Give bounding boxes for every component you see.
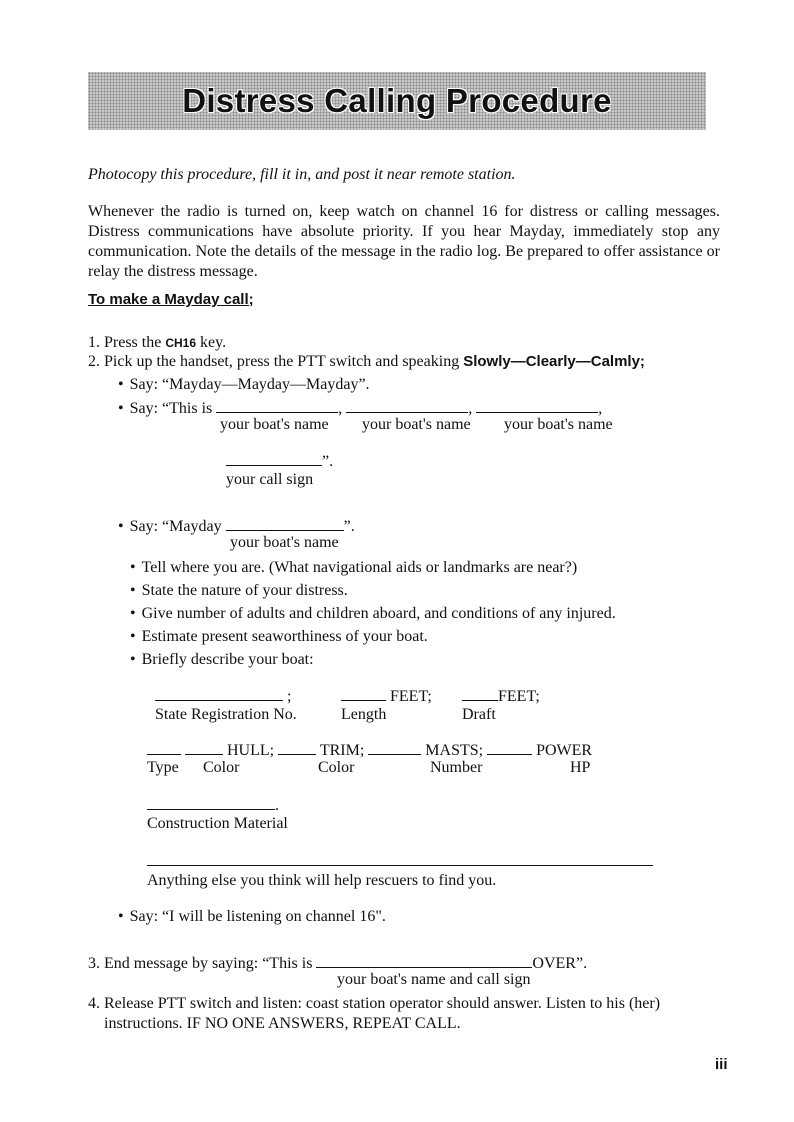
tip-item: • Estimate present seaworthiness of your boat. — [130, 628, 428, 646]
trim-color-label: Color — [318, 759, 355, 776]
say-mayday: • Say: “Mayday—Mayday—Mayday”. — [118, 376, 370, 394]
form-row-hull: HULL; TRIM; MASTS; POWER — [147, 742, 592, 760]
masts-number-label: Number — [430, 759, 483, 776]
call-sign-label: your call sign — [226, 471, 314, 488]
intro-paragraph: Whenever the radio is turned on, keep watch on channel 16 for distress or calling messages. Distress communications have absolute priority. If you hear Mayday, immediately stop any communication. Note the details of the message in the radio log. Be prepared to offer assistance or relay the distress message. — [88, 203, 720, 280]
length-label: Length — [341, 706, 387, 723]
ch16-key: CH16 — [165, 336, 197, 350]
say-this-is: • Say: “This is , , , — [118, 400, 602, 418]
tip-item: • State the nature of your distress. — [130, 582, 348, 600]
step-4: 4. Release PTT switch and listen: coast station operator should answer. Listen to his (her) — [88, 995, 661, 1012]
say-mayday-name: • Say: “Mayday ”. — [118, 518, 355, 536]
step-3: 3. End message by saying: “This is OVER”. — [88, 955, 588, 972]
step-3-label: your boat's name and call sign — [337, 971, 531, 988]
type-label: Type — [147, 759, 179, 776]
hp-label: HP — [570, 759, 591, 776]
tip-item: • Briefly describe your boat: — [130, 651, 314, 669]
step-4-continued: instructions. IF NO ONE ANSWERS, REPEAT CALL. — [104, 1015, 461, 1032]
page-number: iii — [715, 1056, 728, 1073]
anything-else-blank — [147, 853, 653, 866]
step-1: 1. Press the CH16 key. — [88, 334, 227, 351]
title-banner — [88, 72, 706, 130]
step-2: 2. Pick up the handset, press the PTT switch and speaking Slowly—Clearly—Calmly; — [88, 353, 645, 370]
page-title: Distress Calling Procedure — [182, 82, 612, 119]
instruction: Photocopy this procedure, fill it in, and post it near remote station. — [88, 166, 516, 183]
anything-else-label: Anything else you think will help rescuers to find you. — [147, 872, 497, 889]
construction-blank: . — [147, 797, 279, 815]
tip-item: • Give number of adults and children aboard, and conditions of any injured. — [130, 605, 616, 623]
say-listening: • Say: “I will be listening on channel 16". — [118, 908, 386, 926]
construction-label: Construction Material — [147, 815, 288, 832]
boat-name-label: your boat's name — [230, 534, 339, 551]
draft-label: Draft — [462, 706, 496, 723]
boat-name-label: your boat's name — [220, 416, 329, 433]
section-heading: To make a Mayday call; — [88, 291, 254, 308]
hull-color-label: Color — [203, 759, 240, 776]
call-sign-blank: ”. — [226, 453, 333, 471]
state-registration-label: State Registration No. — [155, 706, 297, 723]
boat-name-label: your boat's name — [504, 416, 613, 433]
form-row-registration: ; — [155, 688, 291, 706]
tip-item: • Tell where you are. (What navigational aids or landmarks are near?) — [130, 559, 577, 577]
boat-name-label: your boat's name — [362, 416, 471, 433]
